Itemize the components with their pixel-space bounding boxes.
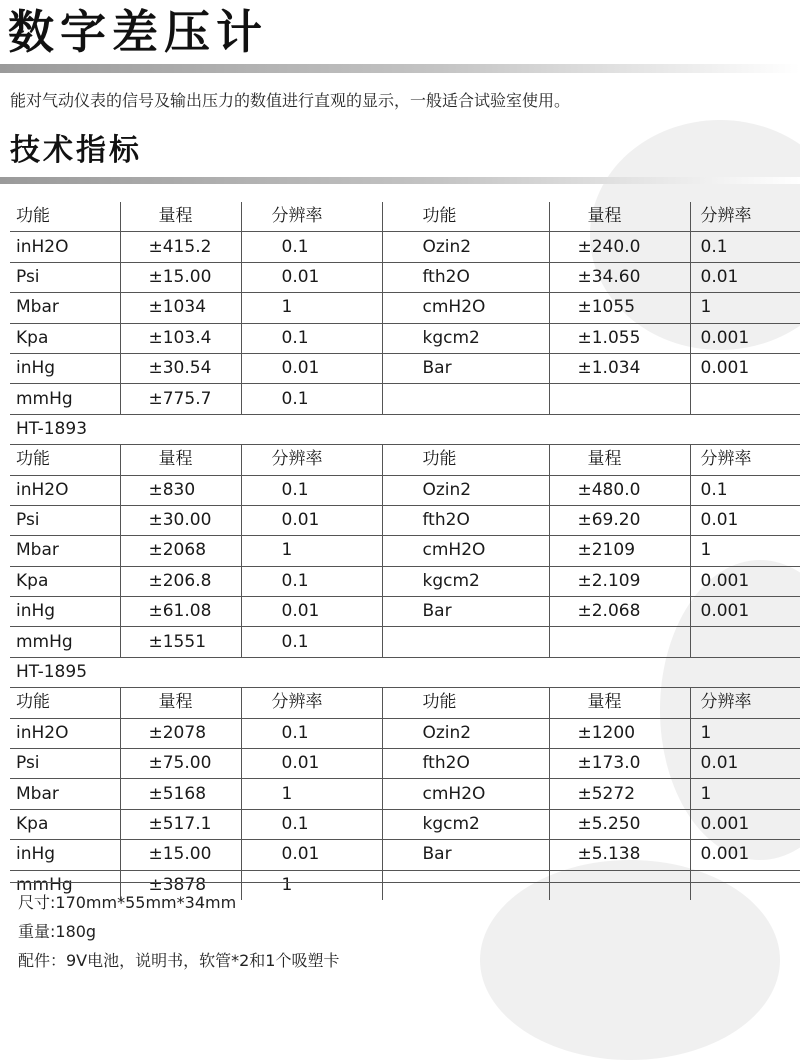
table-row [10,749,800,779]
range-cell: ±15.00 [120,262,241,292]
table-row [10,505,800,535]
function-cell: inH2O [10,475,120,505]
resolution-cell: 1 [241,536,382,566]
range-cell: ±75.00 [120,749,241,779]
function-cell: fth2O [382,262,549,292]
dimensions-text: 尺寸:170mm*55mm*34mm [18,893,237,912]
table-row [10,536,800,566]
range-cell: ±103.4 [120,323,241,353]
function-cell: Ozin2 [382,475,549,505]
section-title: 技术指标 [10,133,142,168]
header-resolution: 分辨率 [690,202,800,232]
resolution-cell: 0.1 [241,232,382,262]
function-cell: cmH2O [382,293,549,323]
function-cell: mmHg [10,870,120,900]
resolution-cell: 0.01 [241,505,382,535]
header-function: 功能 [16,206,50,226]
function-cell: kgcm2 [382,809,549,839]
range-cell: ±2078 [120,718,241,748]
range-cell: ±1034 [120,293,241,323]
table-row [10,323,800,353]
function-cell: Psi [10,749,120,779]
function-cell: Bar [382,353,549,383]
range-cell [549,627,690,657]
table-header-row [10,445,800,475]
header-function: 功能 [10,688,120,718]
table-row [10,718,800,748]
range-cell: ±517.1 [120,809,241,839]
resolution-cell: 0.1 [241,627,382,657]
range-cell: ±5.250 [549,809,690,839]
table-row [10,353,800,383]
header-resolution: 分辨率 [241,445,382,475]
header-range: 量程 [120,688,241,718]
resolution-cell: 0.1 [241,718,382,748]
range-cell: ±206.8 [120,566,241,596]
resolution-cell: 0.001 [690,840,800,870]
intro-text: 能对气动仪表的信号及输出压力的数值进行直观的显示，一般适合试验室使用。 [10,91,571,110]
table-row [10,627,800,657]
resolution-cell: 1 [690,293,800,323]
header-function: 功能 [382,202,549,232]
resolution-cell: 0.01 [241,353,382,383]
resolution-cell: 1 [690,718,800,748]
resolution-cell: 0.01 [241,262,382,292]
function-cell: Kpa [10,323,120,353]
resolution-cell: 1 [690,536,800,566]
title-divider [0,64,800,73]
function-cell: fth2O [382,505,549,535]
range-cell: ±415.2 [120,232,241,262]
function-cell: inHg [10,353,120,383]
function-cell: inHg [10,597,120,627]
range-cell: ±5272 [549,779,690,809]
header-function: 功能 [382,688,549,718]
table-row [10,809,800,839]
range-cell: ±1055 [549,293,690,323]
model-row [10,414,800,444]
resolution-cell: 0.001 [690,323,800,353]
resolution-cell: 1 [241,870,382,900]
resolution-cell: 0.01 [241,597,382,627]
model-row [10,657,800,687]
model-label: HT-1893 [10,414,800,444]
resolution-cell: 0.1 [690,232,800,262]
resolution-cell: 0.001 [690,597,800,627]
resolution-cell: 0.001 [690,353,800,383]
function-cell: Psi [10,505,120,535]
function-cell: Ozin2 [382,718,549,748]
resolution-cell: 0.01 [241,840,382,870]
function-cell: Mbar [10,536,120,566]
range-cell: ±1.055 [549,323,690,353]
header-range: 量程 [549,688,690,718]
function-cell: Kpa [10,566,120,596]
range-cell [549,384,690,414]
range-cell: ±3878 [120,870,241,900]
header-range: 量程 [120,445,241,475]
table-row [10,566,800,596]
resolution-cell: 0.1 [241,323,382,353]
function-cell: mmHg [10,627,120,657]
resolution-cell: 0.1 [241,809,382,839]
table-row [10,262,800,292]
function-cell: cmH2O [382,536,549,566]
function-cell: Kpa [10,809,120,839]
table-row [10,232,800,262]
range-cell: ±480.0 [549,475,690,505]
range-cell: ±2.109 [549,566,690,596]
resolution-cell [690,627,800,657]
table-row [10,475,800,505]
resolution-cell: 0.01 [690,749,800,779]
function-cell: fth2O [382,749,549,779]
header-resolution: 分辨率 [690,688,800,718]
function-cell: Ozin2 [382,232,549,262]
header-resolution: 分辨率 [241,202,382,232]
spec-footer [10,882,800,988]
header-resolution: 分辨率 [690,445,800,475]
range-cell: ±30.00 [120,505,241,535]
table-row [10,384,800,414]
header-resolution: 分辨率 [241,688,382,718]
function-cell: cmH2O [382,779,549,809]
function-cell: mmHg [10,384,120,414]
resolution-cell: 0.01 [690,262,800,292]
function-cell: Psi [10,262,120,292]
resolution-cell: 1 [241,293,382,323]
function-cell: kgcm2 [382,323,549,353]
range-cell: ±2.068 [549,597,690,627]
resolution-cell: 0.1 [241,566,382,596]
function-cell: Bar [382,597,549,627]
range-cell: ±775.7 [120,384,241,414]
model-label: HT-1895 [10,657,800,687]
function-cell: Mbar [10,779,120,809]
header-function: 功能 [382,445,549,475]
resolution-cell: 0.01 [690,505,800,535]
resolution-cell: 1 [690,779,800,809]
table-row [10,293,800,323]
section-divider [0,177,800,184]
range-cell: ±15.00 [120,840,241,870]
range-cell: ±173.0 [549,749,690,779]
accessories-text: 配件：9V电池，说明书，软管*2和1个吸塑卡 [18,951,340,970]
table-row [10,840,800,870]
function-cell [382,384,549,414]
function-cell [382,627,549,657]
range-cell: ±240.0 [549,232,690,262]
function-cell: inH2O [10,718,120,748]
header-range: 量程 [549,445,690,475]
table-row [10,597,800,627]
spec-table [10,202,800,900]
table-row [10,779,800,809]
header-range: 量程 [120,202,241,232]
range-cell: ±2109 [549,536,690,566]
weight-text: 重量:180g [18,922,97,941]
function-cell: inH2O [10,232,120,262]
resolution-cell: 0.01 [241,749,382,779]
header-function: 功能 [10,445,120,475]
table-header-row [10,688,800,718]
range-cell: ±34.60 [549,262,690,292]
resolution-cell: 0.001 [690,566,800,596]
range-cell: ±830 [120,475,241,505]
range-cell: ±1200 [549,718,690,748]
resolution-cell [690,384,800,414]
resolution-cell: 0.1 [241,475,382,505]
function-cell: inHg [10,840,120,870]
resolution-cell: 0.1 [241,384,382,414]
range-cell: ±30.54 [120,353,241,383]
function-cell: kgcm2 [382,566,549,596]
range-cell: ±1551 [120,627,241,657]
resolution-cell: 1 [241,779,382,809]
range-cell: ±1.034 [549,353,690,383]
function-cell: Mbar [10,293,120,323]
range-cell: ±5168 [120,779,241,809]
range-cell: ±2068 [120,536,241,566]
function-cell: Bar [382,840,549,870]
table-header-row [10,202,800,232]
range-cell: ±69.20 [549,505,690,535]
range-cell: ±5.138 [549,840,690,870]
range-cell: ±61.08 [120,597,241,627]
resolution-cell: 0.1 [690,475,800,505]
page-title: 数字差压计 [8,5,268,59]
resolution-cell: 0.001 [690,809,800,839]
header-range: 量程 [549,202,690,232]
